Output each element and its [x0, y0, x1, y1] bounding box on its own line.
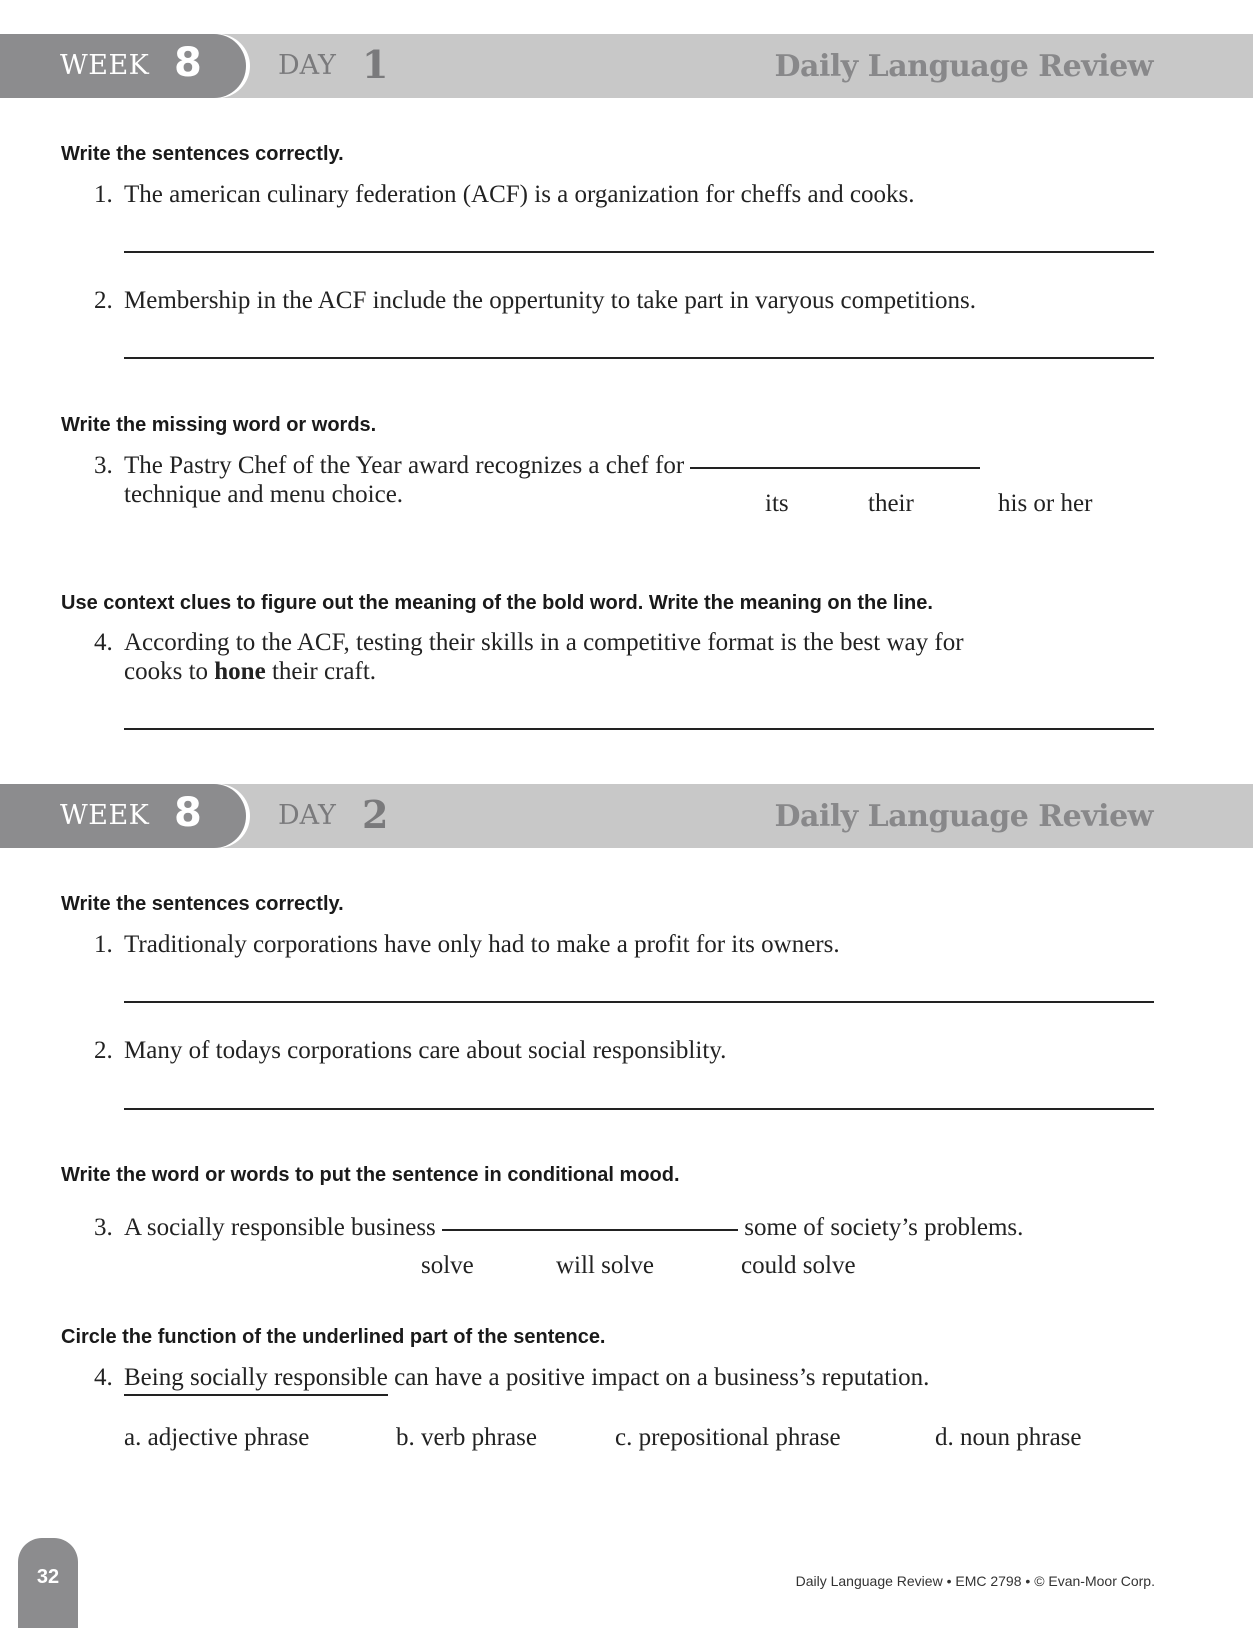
- question-item: [94, 451, 980, 509]
- text-segment: their craft.: [265, 658, 377, 685]
- bold-word: hone: [214, 658, 266, 685]
- fill-in-blank[interactable]: [690, 467, 980, 469]
- instruction: Write the missing word or words.: [61, 414, 377, 436]
- week-number: 8: [174, 40, 202, 86]
- banner-title: Daily Language Review: [774, 49, 1153, 84]
- question-text: The Pastry Chef of the Year award recognizes a chef for: [124, 452, 685, 479]
- answer-line[interactable]: [124, 1001, 1154, 1003]
- week-number: 8: [174, 790, 202, 836]
- question-text: Traditionaly corporations have only had to make a profit for its owners.: [124, 931, 840, 958]
- question-number: 4.: [94, 1364, 113, 1391]
- day2-banner: [0, 784, 1253, 848]
- day-label: DAY: [278, 50, 336, 81]
- answer-choice[interactable]: his or her: [998, 490, 1093, 517]
- question-number: 1.: [94, 931, 113, 958]
- week-label: WEEK: [60, 50, 150, 81]
- answer-line[interactable]: [124, 728, 1154, 730]
- answer-choice[interactable]: their: [868, 490, 914, 517]
- answer-choice[interactable]: c. prepositional phrase: [615, 1424, 841, 1451]
- question-text: Many of todays corporations care about social responsiblity.: [124, 1037, 727, 1064]
- question-text: Membership in the ACF include the oppertunity to take part in varyous competitions.: [124, 287, 976, 314]
- question-text: can have a positive impact on a business’s reputation.: [387, 1364, 930, 1391]
- question-item: [94, 180, 914, 209]
- question-text: The american culinary federation (ACF) is a organization for cheffs and cooks.: [124, 181, 915, 208]
- question-text: some of society’s problems.: [744, 1214, 1024, 1241]
- answer-choice[interactable]: its: [765, 490, 789, 517]
- answer-choice[interactable]: will solve: [556, 1252, 654, 1279]
- answer-line[interactable]: [124, 1108, 1154, 1110]
- answer-choice[interactable]: b. verb phrase: [396, 1424, 537, 1451]
- question-text-continued: [94, 657, 964, 686]
- question-number: 3.: [94, 452, 113, 479]
- question-number: 2.: [94, 1037, 113, 1064]
- question-item: [94, 1036, 726, 1065]
- question-text: A socially responsible business: [124, 1214, 436, 1241]
- question-number: 1.: [94, 181, 113, 208]
- question-item: [94, 1213, 1023, 1242]
- day-label: DAY: [278, 800, 336, 831]
- answer-choice[interactable]: solve: [421, 1252, 474, 1279]
- week-label: WEEK: [60, 800, 150, 831]
- page-number-tab: [18, 1538, 78, 1628]
- question-number: 2.: [94, 287, 113, 314]
- answer-choice[interactable]: could solve: [741, 1252, 856, 1279]
- underlined-phrase: Being socially responsible: [124, 1364, 388, 1396]
- text-segment: cooks to: [124, 658, 215, 685]
- instruction: Use context clues to figure out the meaning of the bold word. Write the meaning on the line.: [61, 592, 933, 614]
- instruction: Write the sentences correctly.: [61, 893, 344, 915]
- question-number: 3.: [94, 1214, 113, 1241]
- instruction: Circle the function of the underlined part of the sentence.: [61, 1326, 606, 1348]
- question-item: [94, 286, 976, 315]
- answer-line[interactable]: [124, 357, 1154, 359]
- banner-title: Daily Language Review: [774, 799, 1153, 834]
- day-number: 2: [362, 792, 389, 837]
- question-text-continued: technique and menu choice.: [124, 481, 404, 508]
- answer-choice[interactable]: a. adjective phrase: [124, 1424, 310, 1451]
- footer-credit: Daily Language Review • EMC 2798 • © Evan-Moor Corp.: [795, 1573, 1155, 1589]
- question-item: [94, 628, 964, 686]
- instruction: Write the sentences correctly.: [61, 143, 344, 165]
- question-number: 4.: [94, 629, 113, 656]
- question-item: [94, 1363, 929, 1392]
- question-item: [94, 930, 840, 959]
- instruction: Write the word or words to put the sentence in conditional mood.: [61, 1164, 680, 1186]
- answer-choice[interactable]: d. noun phrase: [935, 1424, 1082, 1451]
- fill-in-blank[interactable]: [442, 1229, 738, 1231]
- page-number: 32: [36, 1566, 60, 1588]
- day1-banner: [0, 34, 1253, 98]
- answer-line[interactable]: [124, 251, 1154, 253]
- question-text: According to the ACF, testing their skills in a competitive format is the best way for: [124, 629, 964, 656]
- day-number: 1: [362, 42, 389, 87]
